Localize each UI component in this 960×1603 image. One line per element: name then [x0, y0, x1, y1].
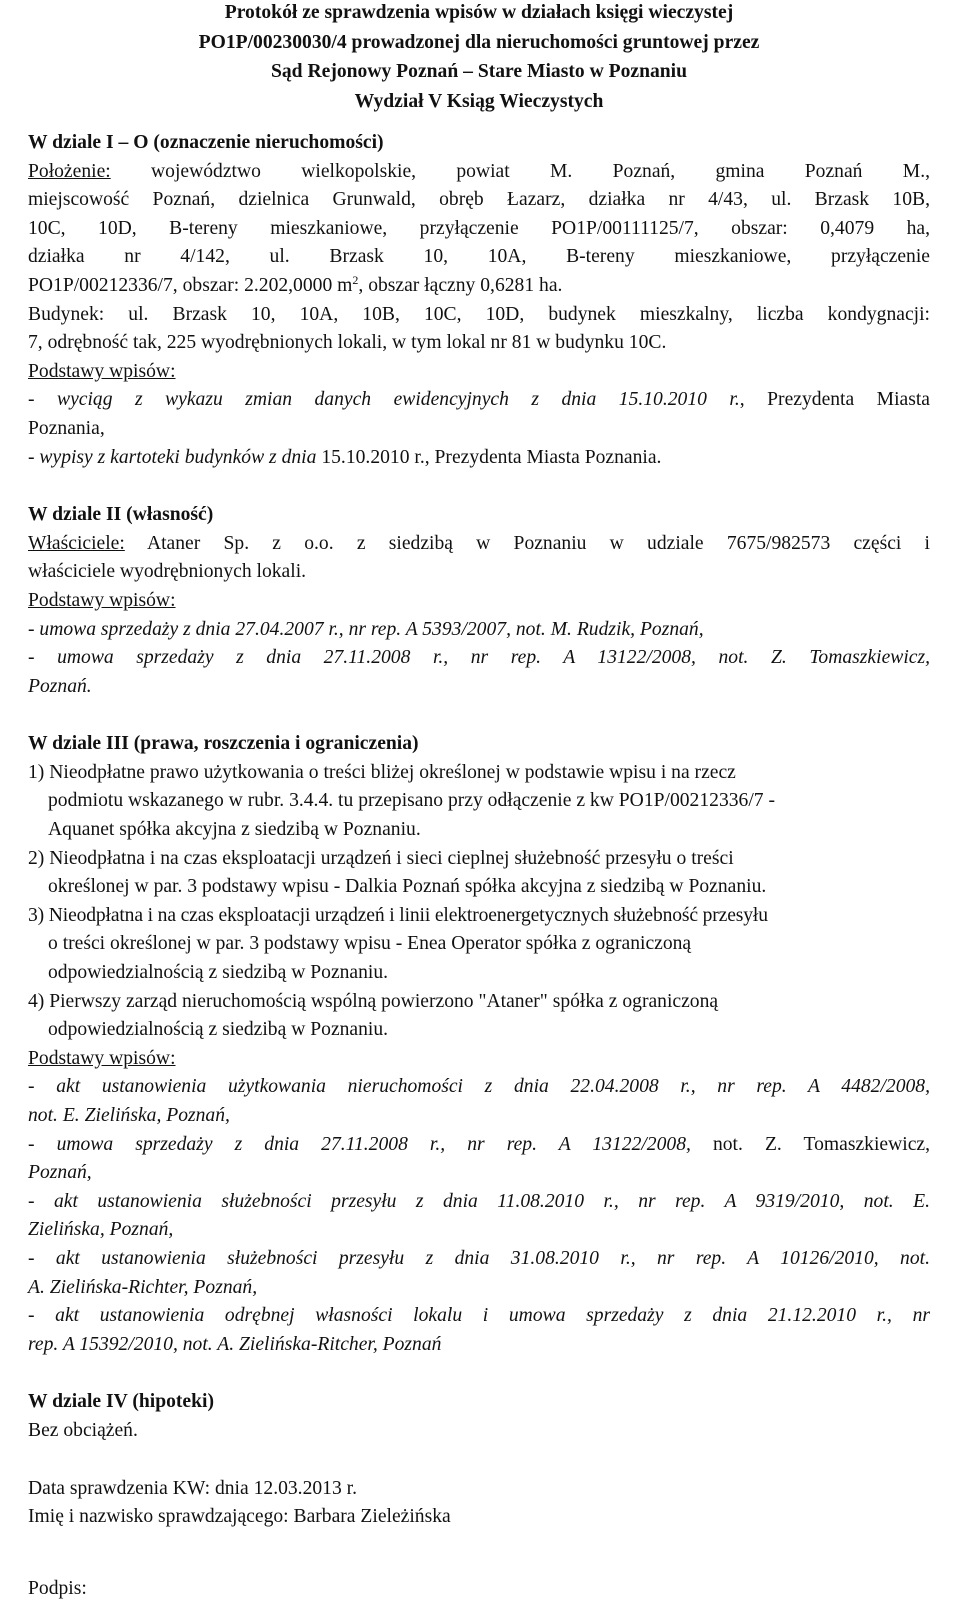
basis-1-1-cont: Poznania, [28, 417, 105, 439]
basis-3-3-cont: Zielińska, Poznań, [28, 1219, 174, 1241]
basis-3-2-cont: Poznań, [28, 1162, 92, 1184]
signature-label: Podpis: [28, 1577, 87, 1599]
building-line-2: 7, odrębność tak, 225 wyodrębnionych lokali, w tym lokal nr 81 w budynku 10C. [28, 332, 667, 354]
basis-label-3: Podstawy wpisów: [28, 1047, 176, 1069]
item-1-line-1: 1) Nieodpłatne prawo użytkowania o treści bliżej określonej w podstawie wpisu i na rzecz [28, 761, 736, 783]
location-line-3: 10C, 10D, B-tereny mieszkaniowe, przyłączenie PO1P/00111125/7, obszar: 0,4079 ha, [28, 217, 930, 239]
basis-3-3: - akt ustanowienia służebności przesyłu z dnia 11.08.2010 r., nr rep. A 9319/2010, not. E. [28, 1190, 930, 1212]
item-1-line-3: Aquanet spółka akcyjna z siedzibą w Poznaniu. [48, 819, 421, 841]
checker-name: Imię i nazwisko sprawdzającego: Barbara Zieleżińska [28, 1506, 451, 1528]
footer [28, 1475, 930, 1603]
owners-line-2: właściciele wyodrębnionych lokali. [28, 561, 307, 583]
mortgage-text: Bez obciążeń. [28, 1419, 138, 1441]
basis-3-2: - umowa sprzedaży z dnia 27.11.2008 r., nr rep. A 13122/2008, not. Z. Tomaszkiewicz, [28, 1133, 930, 1155]
building-line-1: Budynek: ul. Brzask 10, 10A, 10B, 10C, 10D, budynek mieszkalny, liczba kondygnacji: [28, 303, 930, 325]
item-2-line-1: 2) Nieodpłatna i na czas eksploatacji urządzeń i sieci cieplnej służebność przesyłu o treści [28, 847, 734, 869]
item-3-line-1: 3) Nieodpłatna i na czas eksploatacji urządzeń i linii elektroenergetycznych służebność przesyłu [28, 904, 768, 926]
location-line-2: miejscowość Poznań, dzielnica Grunwald, obręb Łazarz, działka nr 4/43, ul. Brzask 10B, [28, 189, 930, 211]
basis-3-5-cont: rep. A 15392/2010, not. A. Zielińska-Ritcher, Poznań [28, 1333, 442, 1355]
section-3-heading: W dziale III (prawa, roszczenia i ograniczenia) [28, 733, 419, 755]
item-3-line-2: o treści określonej w par. 3 podstawy wpisu - Enea Operator spółka z ograniczoną [48, 933, 692, 955]
section-1 [28, 129, 930, 472]
section-4-heading: W dziale IV (hipoteki) [28, 1391, 214, 1413]
location-label: Położenie: [28, 160, 111, 182]
title-line-3: Sąd Rejonowy Poznań – Stare Miasto w Poznaniu [270, 61, 688, 82]
basis-3-4: - akt ustanowienia służebności przesyłu z dnia 31.08.2010 r., nr rep. A 10126/2010, not. [28, 1247, 930, 1269]
check-date: Data sprawdzenia KW: dnia 12.03.2013 r. [28, 1477, 358, 1499]
section-4 [28, 1388, 930, 1445]
title-line-4: Wydział V Ksiąg Wieczystych [354, 90, 604, 112]
document-page [28, 0, 930, 1603]
document-title [28, 0, 930, 117]
item-3-line-3: odpowiedzialnością z siedzibą w Poznaniu. [48, 962, 389, 984]
basis-3-5: - akt ustanowienia odrębnej własności lokalu i umowa sprzedaży z dnia 21.12.2010 r., nr [28, 1305, 930, 1327]
item-4-line-1: 4) Pierwszy zarząd nieruchomością wspólną powierzono "Ataner" spółka z ograniczoną [28, 990, 719, 1012]
item-1-line-2: podmiotu wskazanego w rubr. 3.4.4. tu przepisano przy odłączenie z kw PO1P/00212336/7 - [48, 790, 775, 812]
basis-2-1: - umowa sprzedaży z dnia 27.04.2007 r., nr rep. A 5393/2007, not. M. Rudzik, Poznań, [28, 618, 704, 640]
basis-1-1: - wyciąg z wykazu zmian danych ewidencyjnych z dnia 15.10.2010 r., Prezydenta Miasta [28, 389, 930, 411]
basis-2-2-cont: Poznań. [28, 675, 92, 697]
basis-label-2: Podstawy wpisów: [28, 589, 176, 611]
item-4-line-2: odpowiedzialnością z siedzibą w Poznaniu. [48, 1019, 389, 1041]
basis-2-2: - umowa sprzedaży z dnia 27.11.2008 r., nr rep. A 13122/2008, not. Z. Tomaszkiewicz, [28, 647, 930, 669]
location-line-5: PO1P/00212336/7, obszar: 2.202,0000 $m^2$, obszar łączny 0,6281 ha. [28, 272, 563, 296]
basis-3-1-cont: not. E. Zielińska, Poznań, [28, 1105, 230, 1126]
basis-1-2: - wypisy z kartoteki budynków z dnia 15.10.2010 r., Prezydenta Miasta Poznania. [28, 446, 662, 468]
owners-line-1: Właściciele: Ataner Sp. z o.o. z siedzibą w Poznaniu w udziale 7675/982573 części i [28, 532, 930, 554]
basis-label-1: Podstawy wpisów: [28, 360, 176, 382]
section-2-heading: W dziale II (własność) [28, 504, 214, 526]
section-1-heading: W dziale I – O (oznaczenie nieruchomości) [28, 132, 384, 153]
basis-3-4-cont: A. Zielińska-Richter, Poznań, [28, 1276, 258, 1298]
title-line-1: Protokół ze sprawdzenia wpisów w działach księgi wieczystej [224, 2, 734, 23]
owners-label: Właściciele: [28, 532, 125, 554]
item-2-line-2: określonej w par. 3 podstawy wpisu - Dalkia Poznań spółka akcyjna z siedzibą w Poznaniu. [48, 876, 767, 898]
basis-3-1: - akt ustanowienia użytkowania nieruchomości z dnia 22.04.2008 r., nr rep. A 4482/2008, [28, 1076, 930, 1098]
location-line-4: działka nr 4/142, ul. Brzask 10, 10A, B-tereny mieszkaniowe, przyłączenie [28, 246, 930, 268]
section-3 [28, 730, 930, 1359]
section-2 [28, 501, 930, 701]
location-line-1: Położenie: województwo wielkopolskie, powiat M. Poznań, gmina Poznań M., [28, 160, 930, 182]
title-line-2: PO1P/00230030/4 prowadzonej dla nieruchomości gruntowej przez [198, 31, 760, 53]
